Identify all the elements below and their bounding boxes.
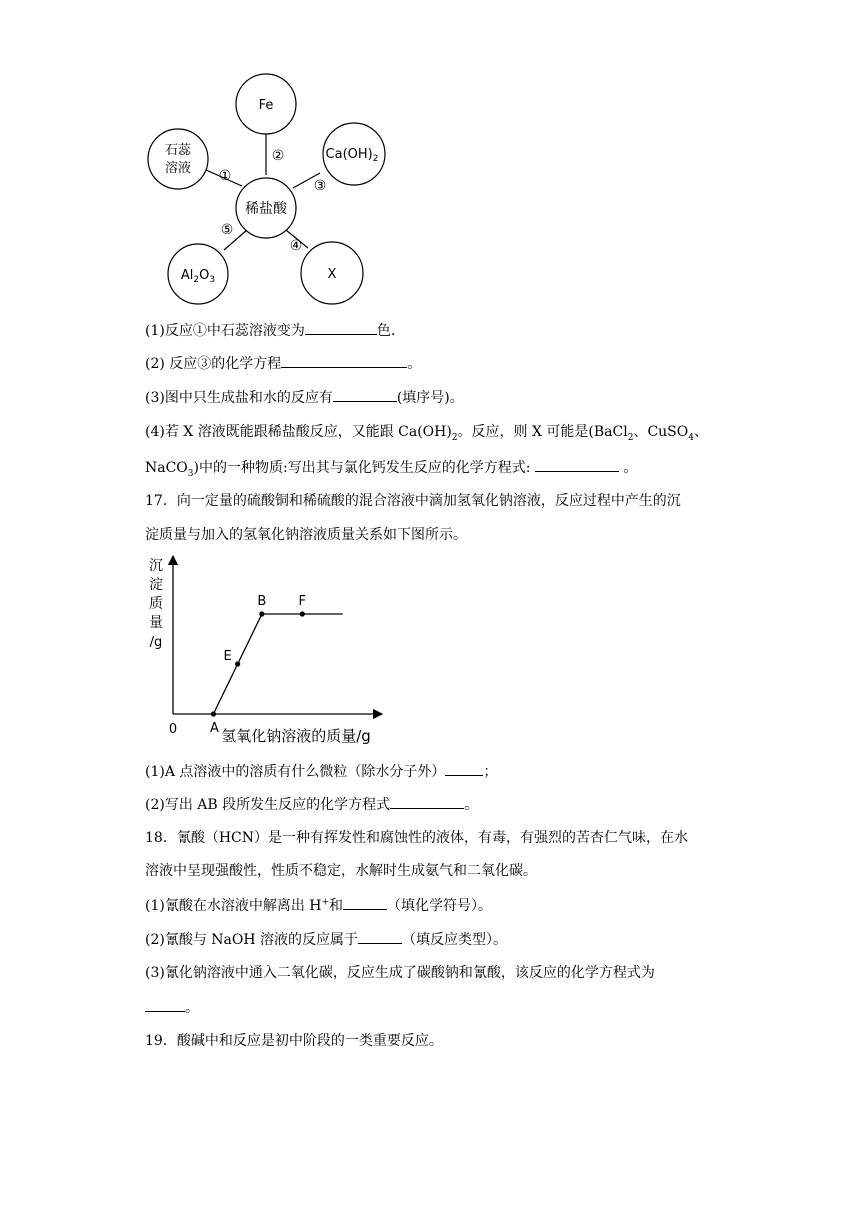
q17-part1 bbox=[145, 761, 725, 782]
q17-part2-text: (2)写出 AB 段所发生反应的化学方程式 bbox=[145, 797, 391, 813]
q16-part4-sub3: 4 bbox=[688, 432, 694, 443]
reaction-star-diagram bbox=[130, 70, 400, 315]
data-point-F bbox=[300, 611, 305, 616]
q16-part2-text: (2) 反应③的化学方程 bbox=[145, 356, 282, 372]
q16-part4-text-a: (4)若 X 溶液既能跟稀盐酸反应，又能跟 Ca(OH) bbox=[145, 424, 452, 440]
q16-part4-line2 bbox=[145, 457, 725, 478]
q16-part4-l2-sub: 3 bbox=[187, 468, 194, 479]
x-label: X bbox=[327, 267, 337, 282]
q16-part4-l2-text-b: )中的一种物质:写出其与氯化钙发生反应的化学方程式: bbox=[193, 460, 531, 476]
point-label-A: A bbox=[209, 721, 219, 736]
series-line bbox=[213, 614, 342, 714]
y-axis-label-char: /g bbox=[149, 635, 163, 650]
q16-part4-text-d: 、 bbox=[693, 424, 708, 440]
fe-label: Fe bbox=[258, 98, 274, 113]
q17-part2-blank[interactable] bbox=[390, 794, 464, 809]
point-label-F: F bbox=[298, 594, 307, 609]
q16-part4-sub2: 2 bbox=[627, 432, 634, 443]
al2o3-node bbox=[168, 244, 228, 304]
q16-part1 bbox=[145, 320, 725, 341]
y-axis-label-char: 沉 bbox=[149, 558, 163, 574]
q16-part4-blank[interactable] bbox=[535, 457, 619, 472]
q18-part2-text: (2)氰酸与 NaOH 溶液的反应属于 bbox=[145, 932, 359, 948]
edge-label-5: ⑤ bbox=[220, 222, 234, 238]
q16-part4-l2-tail: 。 bbox=[623, 460, 638, 476]
q18-part3-tail: 。 bbox=[185, 1000, 199, 1016]
y-axis-label-char: 淀 bbox=[149, 577, 163, 593]
q17-part2-tail: 。 bbox=[464, 797, 479, 813]
q16-part3 bbox=[145, 387, 725, 408]
q17-stem-line2: 淀质量与加入的氢氧化钠溶液质量关系如下图所示。 bbox=[145, 527, 467, 543]
q18-part2-blank[interactable] bbox=[358, 929, 402, 944]
q18-part1-text-b: 和 bbox=[329, 898, 344, 914]
q17-part1-blank[interactable] bbox=[445, 761, 483, 776]
q18-part1 bbox=[145, 895, 725, 916]
q17-part1-text: (1)A 点溶液中的溶质有什么微粒（除水分子外） bbox=[145, 764, 446, 780]
q18-part3-blank[interactable] bbox=[145, 997, 185, 1012]
litmus-label-line2: 溶液 bbox=[164, 161, 192, 176]
data-point-B bbox=[259, 611, 264, 616]
q16-part4-sub1: 2 bbox=[451, 432, 458, 443]
litmus-node bbox=[148, 129, 208, 189]
y-axis-label-char: 质 bbox=[149, 596, 163, 612]
data-point-E bbox=[235, 661, 240, 666]
q18-part1-tail: （填化学符号）。 bbox=[387, 898, 493, 914]
q18-part1-blank[interactable] bbox=[343, 895, 387, 910]
q18-stem-line1: 18．氰酸（HCN）是一种有挥发性和腐蚀性的液体，有毒，有强烈的苦杏仁气味，在水 bbox=[145, 830, 688, 846]
caoh2-label: $Ca(OH)_2$ bbox=[325, 147, 379, 164]
y-axis-label-char: 量 bbox=[149, 615, 163, 631]
q16-part1-tail: 色. bbox=[376, 323, 396, 339]
hcl-center-label: 稀盐酸 bbox=[245, 201, 287, 217]
precipitate-mass-chart bbox=[140, 552, 410, 748]
q16-part4-l2-text-a: NaCO bbox=[145, 460, 188, 476]
edge-label-1: ① bbox=[218, 168, 232, 184]
q16-part4-line1 bbox=[145, 422, 725, 442]
q18-part1-text: (1)氰酸在水溶液中解离出 H bbox=[145, 898, 322, 914]
edge-label-2: ② bbox=[271, 148, 285, 164]
edge-label-4: ④ bbox=[289, 238, 303, 254]
origin-label: 0 bbox=[168, 722, 178, 737]
q16-part2-tail: 。 bbox=[407, 356, 422, 372]
q16-part3-blank[interactable] bbox=[333, 387, 397, 402]
q16-part3-tail: (填序号)。 bbox=[396, 390, 464, 406]
q18-part3-line2 bbox=[145, 997, 725, 1018]
q16-part2 bbox=[145, 353, 725, 374]
q17-part2 bbox=[145, 794, 725, 815]
q17-part1-tail: ； bbox=[483, 764, 498, 780]
edge-label-3: ③ bbox=[313, 178, 327, 194]
q16-part1-text: (1)反应①中石蕊溶液变为 bbox=[145, 323, 305, 339]
q18-part3-line1: (3)氰化钠溶液中通入二氧化碳，反应生成了碳酸钠和氰酸，该反应的化学方程式为 bbox=[145, 965, 655, 981]
q16-part3-text: (3)图中只生成盐和水的反应有 bbox=[145, 390, 333, 406]
q18-part1-sup: + bbox=[321, 897, 330, 908]
point-label-E: E bbox=[223, 649, 232, 664]
point-label-B: B bbox=[257, 594, 267, 609]
q18-stem-line2: 溶液中呈现强酸性，性质不稳定，水解时生成氨气和二氧化碳。 bbox=[145, 863, 537, 879]
x-axis-label: 氢氧化钠溶液的质量/g bbox=[221, 727, 371, 745]
q16-part4-text-b: 。反应，则 X 可能是(BaCl bbox=[457, 424, 628, 440]
q17-stem-line1: 17．向一定量的硫酸铜和稀硫酸的混合溶液中滴加氢氧化钠溶液，反应过程中产生的沉 bbox=[145, 493, 681, 509]
q16-part1-blank[interactable] bbox=[305, 320, 377, 335]
q16-part4-text-c: 、CuSO bbox=[633, 424, 689, 440]
data-point-A bbox=[211, 711, 216, 716]
q18-part2 bbox=[145, 929, 725, 950]
litmus-label-line1: 石蕊 bbox=[164, 143, 192, 158]
al2o3-label: $Al_2O_3$ bbox=[180, 268, 216, 285]
q18-part2-tail: （填反应类型）。 bbox=[402, 932, 508, 948]
q19-stem: 19．酸碱中和反应是初中阶段的一类重要反应。 bbox=[145, 1033, 443, 1049]
q16-part2-blank[interactable] bbox=[281, 353, 407, 368]
